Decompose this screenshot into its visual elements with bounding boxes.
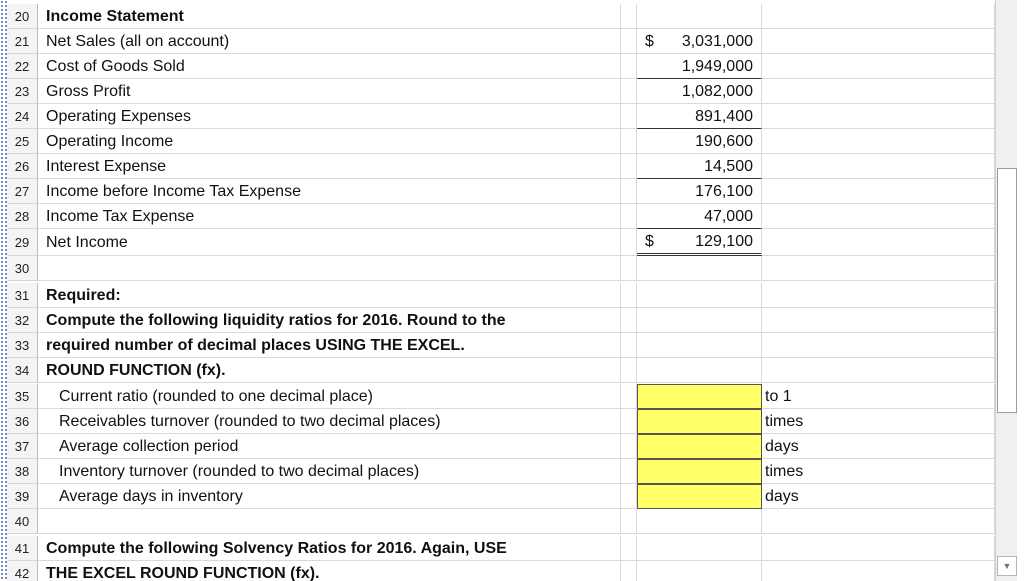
table-row: [7, 179, 995, 204]
cell-b20[interactable]: [621, 4, 637, 29]
cell-d20[interactable]: [762, 4, 995, 29]
cell-b21[interactable]: [621, 29, 637, 54]
row-header[interactable]: 22: [7, 54, 38, 79]
answer-input-average-collection-period[interactable]: [637, 434, 762, 459]
cell-c32[interactable]: [637, 308, 762, 333]
cell-value: 129,100: [695, 233, 753, 250]
cell-d40[interactable]: [762, 509, 995, 534]
cell-d30[interactable]: [762, 256, 995, 281]
cell-value: 3,031,000: [681, 33, 753, 50]
vertical-scrollbar[interactable]: [995, 0, 1018, 581]
answer-input-receivables-turnover[interactable]: [637, 409, 762, 434]
answer-input-inventory-turnover[interactable]: [637, 459, 762, 484]
table-row: [7, 79, 995, 104]
table-row: [7, 308, 995, 333]
row-header[interactable]: 36: [7, 409, 38, 434]
cell-c24[interactable]: [637, 104, 762, 129]
cell-a29[interactable]: Net Income: [38, 229, 621, 256]
table-row: [7, 561, 995, 581]
cell-a28[interactable]: Income Tax Expense: [38, 204, 621, 229]
cell-a23[interactable]: Gross Profit: [38, 79, 621, 104]
cell-b33[interactable]: [621, 333, 637, 358]
cell-d32[interactable]: [762, 308, 995, 333]
cell-c41[interactable]: [637, 536, 762, 561]
cell-b26[interactable]: [621, 154, 637, 179]
table-row: [7, 333, 995, 358]
cell-c23[interactable]: [637, 79, 762, 104]
unit-label: times: [762, 459, 995, 484]
answer-input-current-ratio[interactable]: [637, 384, 762, 409]
cell-a37[interactable]: Average collection period: [38, 434, 621, 459]
cell-b29[interactable]: [621, 229, 637, 256]
sheet-left-border: [0, 0, 7, 581]
unit-label: times: [762, 409, 995, 434]
row-header[interactable]: 33: [7, 333, 38, 358]
row-header[interactable]: 30: [7, 256, 38, 281]
cell-c20[interactable]: [637, 4, 762, 29]
cell-value: 1,949,000: [681, 58, 753, 75]
scroll-down-icon[interactable]: ▼: [997, 556, 1017, 576]
table-row: [7, 384, 995, 409]
row-header[interactable]: 24: [7, 104, 38, 129]
row-header[interactable]: 20: [7, 4, 38, 29]
cell-value: 176,100: [695, 183, 753, 200]
cell-a24[interactable]: Operating Expenses: [38, 104, 621, 129]
cell-a22[interactable]: Cost of Goods Sold: [38, 54, 621, 79]
cell-d23[interactable]: [762, 79, 995, 104]
cell-b39[interactable]: [621, 484, 637, 509]
table-row: [7, 204, 995, 229]
row-header[interactable]: 40: [7, 509, 38, 534]
row-header[interactable]: 34: [7, 358, 38, 383]
cell-a32[interactable]: Compute the following liquidity ratios for 2016. Round to the: [38, 308, 621, 333]
cell-b22[interactable]: [621, 54, 637, 79]
cell-d34[interactable]: [762, 358, 995, 383]
cell-b35[interactable]: [621, 384, 637, 409]
row-header[interactable]: 38: [7, 459, 38, 484]
table-row: [7, 4, 995, 29]
cell-a34[interactable]: ROUND FUNCTION (fx).: [38, 358, 621, 383]
cell-b30[interactable]: [621, 256, 637, 281]
cell-b40[interactable]: [621, 509, 637, 534]
table-row: [7, 459, 995, 484]
cell-c27[interactable]: [637, 179, 762, 204]
row-header[interactable]: 39: [7, 484, 38, 509]
cell-value: 190,600: [695, 133, 753, 150]
table-row: [7, 54, 995, 79]
scrollbar-thumb[interactable]: [997, 168, 1017, 413]
cell-value: 14,500: [704, 158, 753, 175]
row-header[interactable]: 21: [7, 29, 38, 54]
cell-b25[interactable]: [621, 129, 637, 154]
cell-a27[interactable]: Income before Income Tax Expense: [38, 179, 621, 204]
cell-a33[interactable]: required number of decimal places USING THE EXCEL.: [38, 333, 621, 358]
row-header[interactable]: 23: [7, 79, 38, 104]
row-header[interactable]: 35: [7, 384, 38, 409]
cell-a21[interactable]: Net Sales (all on account): [38, 29, 621, 54]
cell-c21[interactable]: [637, 29, 762, 54]
table-row: [7, 358, 995, 383]
cell-a20[interactable]: Income Statement: [38, 4, 621, 29]
unit-label: days: [762, 434, 995, 459]
row-header[interactable]: 32: [7, 308, 38, 333]
cell-c26[interactable]: [637, 154, 762, 179]
table-row: [7, 484, 995, 509]
cell-c28[interactable]: [637, 204, 762, 229]
table-row: [7, 229, 995, 256]
cell-d31[interactable]: [762, 283, 995, 308]
row-header[interactable]: 26: [7, 154, 38, 179]
cell-b32[interactable]: [621, 308, 637, 333]
cell-c29[interactable]: [637, 229, 762, 256]
cell-a39[interactable]: Average days in inventory: [38, 484, 621, 509]
cell-b31[interactable]: [621, 283, 637, 308]
cell-a38[interactable]: Inventory turnover (rounded to two decimal places): [38, 459, 621, 484]
table-row: [7, 29, 995, 54]
cell-a40[interactable]: [38, 509, 621, 534]
table-row: [7, 256, 995, 281]
cell-c31[interactable]: [637, 283, 762, 308]
cell-value: 47,000: [704, 208, 753, 225]
unit-label: to 1: [762, 384, 995, 409]
cell-c40[interactable]: [637, 509, 762, 534]
unit-label: days: [762, 484, 995, 509]
cell-a41[interactable]: Compute the following Solvency Ratios for 2016. Again, USE: [38, 536, 621, 561]
row-header[interactable]: 28: [7, 204, 38, 229]
cell-d29[interactable]: [762, 229, 995, 256]
row-header[interactable]: 31: [7, 283, 38, 308]
currency-symbol: $: [645, 33, 654, 50]
cell-a26[interactable]: Interest Expense: [38, 154, 621, 179]
cell-c30[interactable]: [637, 256, 762, 281]
cell-value: 1,082,000: [681, 83, 753, 100]
cell-c22[interactable]: [637, 54, 762, 79]
cell-b34[interactable]: [621, 358, 637, 383]
cell-b27[interactable]: [621, 179, 637, 204]
cell-d26[interactable]: [762, 154, 995, 179]
cell-a35[interactable]: Current ratio (rounded to one decimal place): [38, 384, 621, 409]
window-edge: [1017, 0, 1024, 581]
cell-b23[interactable]: [621, 79, 637, 104]
row-header[interactable]: 29: [7, 229, 38, 256]
cell-a25[interactable]: Operating Income: [38, 129, 621, 154]
cell-d25[interactable]: [762, 129, 995, 154]
table-row: [7, 154, 995, 179]
table-row: [7, 129, 995, 154]
cell-d21[interactable]: [762, 29, 995, 54]
cell-c25[interactable]: [637, 129, 762, 154]
cell-a31[interactable]: Required:: [38, 283, 621, 308]
table-row: [7, 509, 995, 534]
cell-d28[interactable]: [762, 204, 995, 229]
table-row: [7, 409, 995, 434]
cell-a30[interactable]: [38, 256, 621, 281]
cell-d27[interactable]: [762, 179, 995, 204]
cell-a36[interactable]: Receivables turnover (rounded to two decimal places): [38, 409, 621, 434]
cell-d33[interactable]: [762, 333, 995, 358]
table-row: [7, 283, 995, 308]
currency-symbol: $: [645, 233, 654, 250]
table-row: [7, 536, 995, 561]
cell-b41[interactable]: [621, 536, 637, 561]
row-header[interactable]: 41: [7, 536, 38, 561]
answer-input-average-days-in-inventory[interactable]: [637, 484, 762, 509]
cell-value: 891,400: [695, 108, 753, 125]
table-row: [7, 434, 995, 459]
row-header[interactable]: 42: [7, 561, 38, 581]
cell-d42[interactable]: [762, 561, 995, 581]
row-header[interactable]: 25: [7, 129, 38, 154]
row-header[interactable]: 37: [7, 434, 38, 459]
cell-b36[interactable]: [621, 409, 637, 434]
cell-c42[interactable]: [637, 561, 762, 581]
cell-b28[interactable]: [621, 204, 637, 229]
cell-c34[interactable]: [637, 358, 762, 383]
table-row: [7, 104, 995, 129]
cell-d24[interactable]: [762, 104, 995, 129]
cell-b37[interactable]: [621, 434, 637, 459]
cell-c33[interactable]: [637, 333, 762, 358]
cell-b24[interactable]: [621, 104, 637, 129]
cell-b38[interactable]: [621, 459, 637, 484]
cell-d22[interactable]: [762, 54, 995, 79]
row-header[interactable]: 27: [7, 179, 38, 204]
cell-d41[interactable]: [762, 536, 995, 561]
cell-a42[interactable]: THE EXCEL ROUND FUNCTION (fx).: [38, 561, 621, 581]
spreadsheet-grid: [7, 0, 995, 581]
cell-b42[interactable]: [621, 561, 637, 581]
